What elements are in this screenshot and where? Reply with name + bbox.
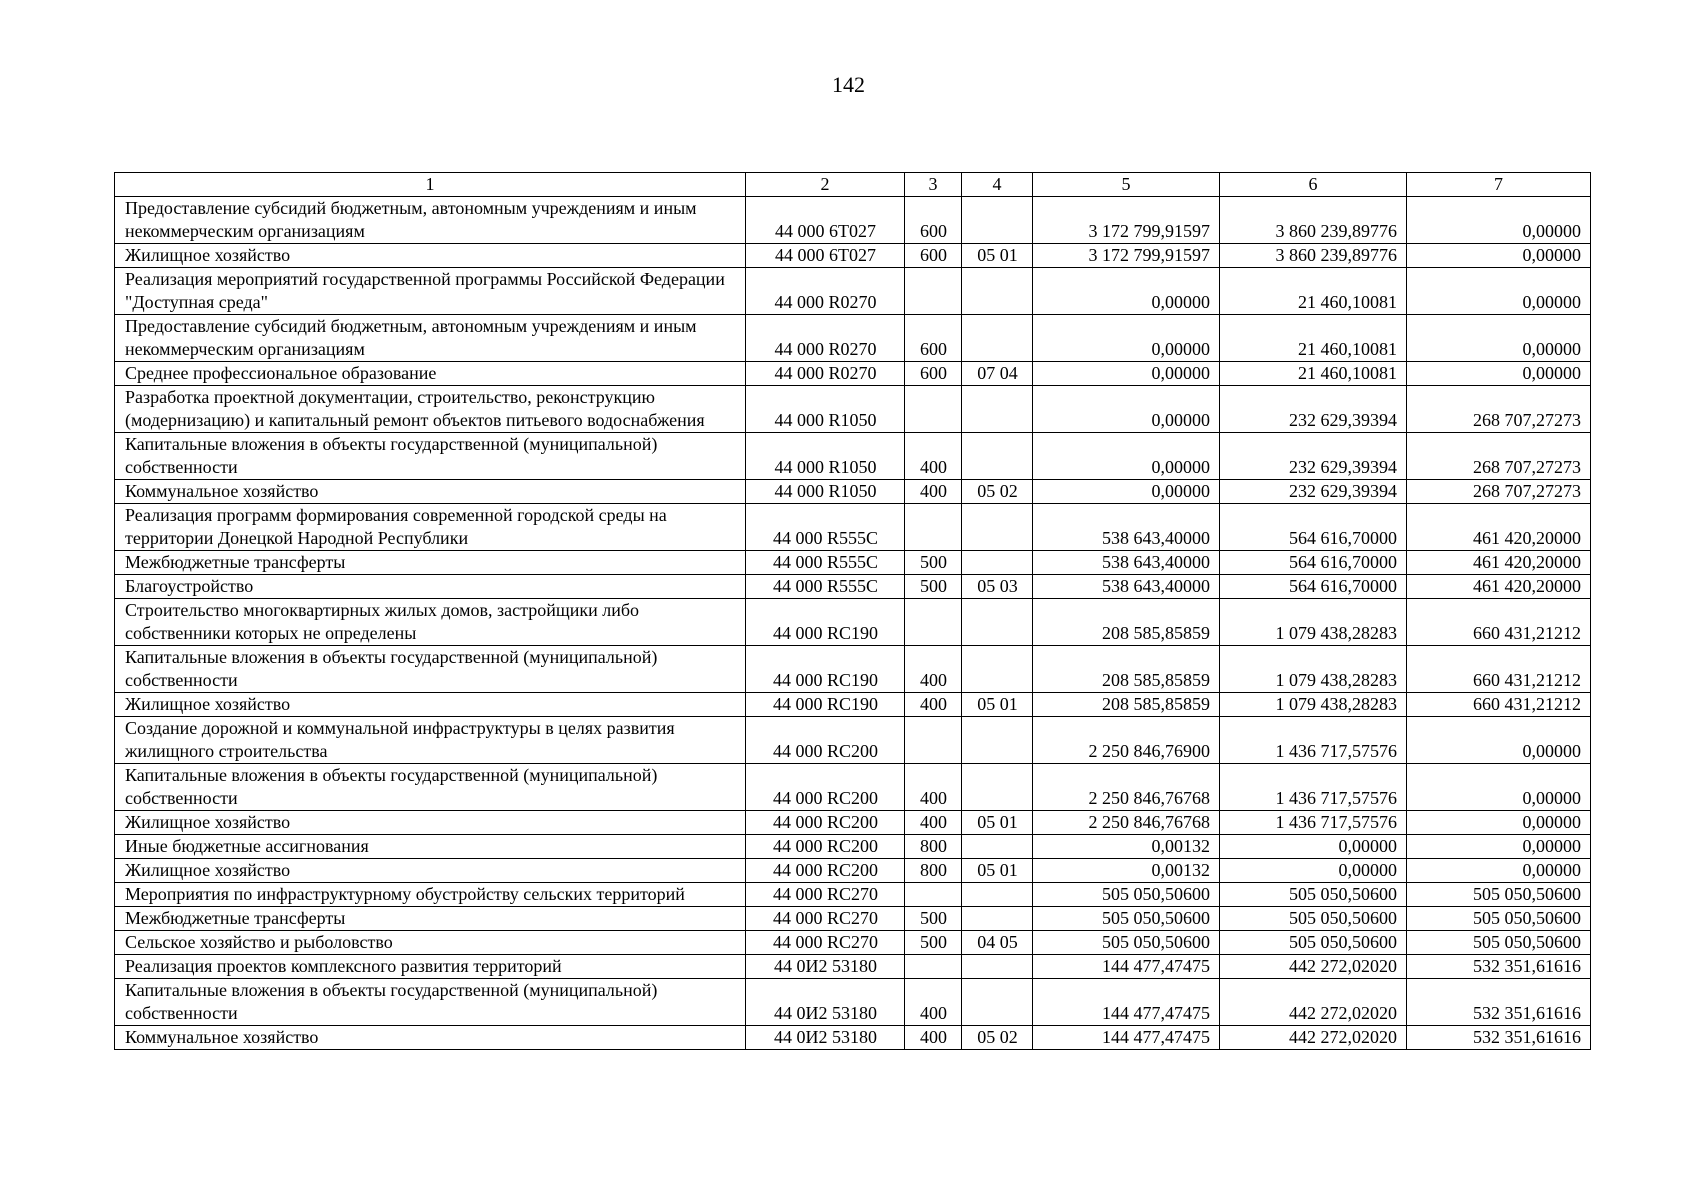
row-section-cell: 05 01 xyxy=(962,693,1033,717)
row-value-col6-cell: 232 629,39394 xyxy=(1220,386,1407,433)
row-value-col5-cell: 2 250 846,76900 xyxy=(1033,717,1220,764)
row-value-col7-cell: 660 431,21212 xyxy=(1407,693,1591,717)
row-expense-type-cell: 600 xyxy=(905,315,962,362)
row-name-cell: Коммунальное хозяйство xyxy=(115,480,746,504)
row-code-cell: 44 000 R0270 xyxy=(746,362,905,386)
row-value-col6-cell: 1 436 717,57576 xyxy=(1220,811,1407,835)
table-header xyxy=(115,173,1591,197)
row-expense-type-cell: 600 xyxy=(905,362,962,386)
budget-table xyxy=(114,172,1591,1050)
row-expense-type-cell: 800 xyxy=(905,859,962,883)
row-value-col6-cell: 1 079 438,28283 xyxy=(1220,599,1407,646)
table-row xyxy=(115,883,1591,907)
row-value-col6-cell: 1 436 717,57576 xyxy=(1220,764,1407,811)
row-value-col6-cell: 442 272,02020 xyxy=(1220,979,1407,1026)
row-code-cell: 44 000 RC200 xyxy=(746,811,905,835)
row-value-col7-cell: 532 351,61616 xyxy=(1407,955,1591,979)
row-code-cell: 44 000 R1050 xyxy=(746,480,905,504)
row-expense-type-cell: 400 xyxy=(905,433,962,480)
row-value-col6-cell: 0,00000 xyxy=(1220,859,1407,883)
row-name-cell: Коммунальное хозяйство xyxy=(115,1026,746,1050)
row-name-cell: Капитальные вложения в объекты государственной (муниципальной) собственности xyxy=(115,433,746,480)
row-expense-type-cell: 400 xyxy=(905,1026,962,1050)
row-value-col6-cell: 1 079 438,28283 xyxy=(1220,693,1407,717)
table-row xyxy=(115,575,1591,599)
row-expense-type-cell: 400 xyxy=(905,480,962,504)
row-value-col7-cell: 0,00000 xyxy=(1407,764,1591,811)
row-section-cell xyxy=(962,551,1033,575)
row-value-col5-cell: 505 050,50600 xyxy=(1033,883,1220,907)
row-section-cell xyxy=(962,646,1033,693)
row-value-col5-cell: 0,00000 xyxy=(1033,315,1220,362)
row-expense-type-cell: 400 xyxy=(905,764,962,811)
column-header-1: 1 xyxy=(115,173,746,197)
row-code-cell: 44 000 RC200 xyxy=(746,717,905,764)
header-row xyxy=(115,173,1591,197)
row-value-col5-cell: 2 250 846,76768 xyxy=(1033,811,1220,835)
column-header-3: 3 xyxy=(905,173,962,197)
row-name-cell: Сельское хозяйство и рыболовство xyxy=(115,931,746,955)
row-section-cell: 05 03 xyxy=(962,575,1033,599)
row-expense-type-cell xyxy=(905,717,962,764)
row-value-col6-cell: 0,00000 xyxy=(1220,835,1407,859)
row-value-col5-cell: 505 050,50600 xyxy=(1033,907,1220,931)
row-value-col5-cell: 0,00132 xyxy=(1033,835,1220,859)
row-value-col7-cell: 532 351,61616 xyxy=(1407,979,1591,1026)
row-code-cell: 44 000 R1050 xyxy=(746,433,905,480)
row-expense-type-cell: 400 xyxy=(905,979,962,1026)
row-value-col6-cell: 21 460,10081 xyxy=(1220,315,1407,362)
row-value-col6-cell: 21 460,10081 xyxy=(1220,362,1407,386)
row-expense-type-cell: 400 xyxy=(905,811,962,835)
row-code-cell: 44 0И2 53180 xyxy=(746,1026,905,1050)
table-row xyxy=(115,717,1591,764)
row-expense-type-cell: 600 xyxy=(905,197,962,244)
row-value-col7-cell: 505 050,50600 xyxy=(1407,907,1591,931)
row-code-cell: 44 000 RC190 xyxy=(746,693,905,717)
row-section-cell xyxy=(962,907,1033,931)
row-value-col7-cell: 660 431,21212 xyxy=(1407,646,1591,693)
table-row xyxy=(115,1026,1591,1050)
row-code-cell: 44 000 RC190 xyxy=(746,599,905,646)
table-row xyxy=(115,907,1591,931)
row-value-col7-cell: 0,00000 xyxy=(1407,315,1591,362)
row-expense-type-cell xyxy=(905,268,962,315)
row-name-cell: Создание дорожной и коммунальной инфраструктуры в целях развития жилищного строительства xyxy=(115,717,746,764)
row-value-col5-cell: 0,00000 xyxy=(1033,386,1220,433)
row-section-cell xyxy=(962,386,1033,433)
row-value-col7-cell: 0,00000 xyxy=(1407,859,1591,883)
table-row xyxy=(115,480,1591,504)
row-value-col5-cell: 538 643,40000 xyxy=(1033,575,1220,599)
row-section-cell: 05 01 xyxy=(962,859,1033,883)
row-value-col7-cell: 532 351,61616 xyxy=(1407,1026,1591,1050)
column-header-2: 2 xyxy=(746,173,905,197)
row-code-cell: 44 000 RC200 xyxy=(746,764,905,811)
row-value-col5-cell: 3 172 799,91597 xyxy=(1033,197,1220,244)
row-value-col5-cell: 2 250 846,76768 xyxy=(1033,764,1220,811)
row-value-col6-cell: 505 050,50600 xyxy=(1220,883,1407,907)
row-name-cell: Разработка проектной документации, строительство, реконструкцию (модернизацию) и капитальный ремонт объектов питьевого водоснабжения xyxy=(115,386,746,433)
page-number: 142 xyxy=(832,72,865,97)
row-expense-type-cell: 500 xyxy=(905,575,962,599)
row-section-cell xyxy=(962,504,1033,551)
row-name-cell: Межбюджетные трансферты xyxy=(115,551,746,575)
row-name-cell: Среднее профессиональное образование xyxy=(115,362,746,386)
row-value-col5-cell: 505 050,50600 xyxy=(1033,931,1220,955)
row-name-cell: Капитальные вложения в объекты государственной (муниципальной) собственности xyxy=(115,764,746,811)
row-value-col6-cell: 564 616,70000 xyxy=(1220,504,1407,551)
row-value-col6-cell: 21 460,10081 xyxy=(1220,268,1407,315)
table-row xyxy=(115,811,1591,835)
row-section-cell: 05 02 xyxy=(962,1026,1033,1050)
row-expense-type-cell: 400 xyxy=(905,693,962,717)
row-name-cell: Жилищное хозяйство xyxy=(115,811,746,835)
row-expense-type-cell: 500 xyxy=(905,931,962,955)
row-value-col5-cell: 538 643,40000 xyxy=(1033,504,1220,551)
row-expense-type-cell: 500 xyxy=(905,907,962,931)
table-row xyxy=(115,386,1591,433)
row-code-cell: 44 000 RC270 xyxy=(746,931,905,955)
table-row xyxy=(115,433,1591,480)
row-name-cell: Капитальные вложения в объекты государственной (муниципальной) собственности xyxy=(115,646,746,693)
row-code-cell: 44 000 6Т027 xyxy=(746,244,905,268)
table-row xyxy=(115,979,1591,1026)
row-value-col5-cell: 0,00132 xyxy=(1033,859,1220,883)
row-expense-type-cell: 500 xyxy=(905,551,962,575)
row-value-col6-cell: 564 616,70000 xyxy=(1220,551,1407,575)
table-row xyxy=(115,859,1591,883)
row-value-col5-cell: 3 172 799,91597 xyxy=(1033,244,1220,268)
row-section-cell xyxy=(962,268,1033,315)
row-code-cell: 44 000 RC200 xyxy=(746,835,905,859)
row-value-col5-cell: 0,00000 xyxy=(1033,480,1220,504)
row-value-col5-cell: 144 477,47475 xyxy=(1033,979,1220,1026)
row-name-cell: Капитальные вложения в объекты государственной (муниципальной) собственности xyxy=(115,979,746,1026)
row-value-col6-cell: 442 272,02020 xyxy=(1220,955,1407,979)
row-value-col5-cell: 144 477,47475 xyxy=(1033,1026,1220,1050)
row-value-col5-cell: 144 477,47475 xyxy=(1033,955,1220,979)
row-value-col7-cell: 461 420,20000 xyxy=(1407,504,1591,551)
row-value-col7-cell: 268 707,27273 xyxy=(1407,433,1591,480)
row-section-cell xyxy=(962,979,1033,1026)
row-code-cell: 44 0И2 53180 xyxy=(746,955,905,979)
row-value-col7-cell: 268 707,27273 xyxy=(1407,480,1591,504)
row-name-cell: Мероприятия по инфраструктурному обустройству сельских территорий xyxy=(115,883,746,907)
row-name-cell: Реализация мероприятий государственной программы Российской Федерации "Доступная среда" xyxy=(115,268,746,315)
row-value-col7-cell: 505 050,50600 xyxy=(1407,931,1591,955)
row-code-cell: 44 000 R555С xyxy=(746,504,905,551)
table-row xyxy=(115,835,1591,859)
row-value-col7-cell: 461 420,20000 xyxy=(1407,575,1591,599)
row-value-col5-cell: 208 585,85859 xyxy=(1033,646,1220,693)
row-section-cell xyxy=(962,315,1033,362)
table-row xyxy=(115,268,1591,315)
row-value-col6-cell: 232 629,39394 xyxy=(1220,480,1407,504)
row-expense-type-cell xyxy=(905,599,962,646)
row-expense-type-cell: 800 xyxy=(905,835,962,859)
row-expense-type-cell: 600 xyxy=(905,244,962,268)
column-header-4: 4 xyxy=(962,173,1033,197)
row-value-col5-cell: 208 585,85859 xyxy=(1033,599,1220,646)
row-section-cell: 05 01 xyxy=(962,811,1033,835)
row-name-cell: Предоставление субсидий бюджетным, автономным учреждениям и иным некоммерческим организациям xyxy=(115,315,746,362)
row-section-cell xyxy=(962,835,1033,859)
row-value-col6-cell: 442 272,02020 xyxy=(1220,1026,1407,1050)
row-name-cell: Строительство многоквартирных жилых домов, застройщики либо собственники которых не определены xyxy=(115,599,746,646)
row-code-cell: 44 000 R1050 xyxy=(746,386,905,433)
row-value-col7-cell: 0,00000 xyxy=(1407,811,1591,835)
row-value-col5-cell: 538 643,40000 xyxy=(1033,551,1220,575)
row-name-cell: Предоставление субсидий бюджетным, автономным учреждениям и иным некоммерческим организациям xyxy=(115,197,746,244)
row-value-col6-cell: 1 079 438,28283 xyxy=(1220,646,1407,693)
row-code-cell: 44 000 RC270 xyxy=(746,907,905,931)
row-code-cell: 44 000 R555С xyxy=(746,575,905,599)
row-value-col5-cell: 0,00000 xyxy=(1033,268,1220,315)
row-value-col7-cell: 0,00000 xyxy=(1407,717,1591,764)
row-name-cell: Жилищное хозяйство xyxy=(115,859,746,883)
row-value-col7-cell: 461 420,20000 xyxy=(1407,551,1591,575)
table-row xyxy=(115,599,1591,646)
table-row xyxy=(115,244,1591,268)
row-value-col7-cell: 0,00000 xyxy=(1407,244,1591,268)
row-expense-type-cell: 400 xyxy=(905,646,962,693)
row-name-cell: Жилищное хозяйство xyxy=(115,693,746,717)
row-name-cell: Жилищное хозяйство xyxy=(115,244,746,268)
row-section-cell: 04 05 xyxy=(962,931,1033,955)
column-header-5: 5 xyxy=(1033,173,1220,197)
row-code-cell: 44 000 R0270 xyxy=(746,315,905,362)
table-row xyxy=(115,931,1591,955)
row-code-cell: 44 000 RC190 xyxy=(746,646,905,693)
row-section-cell xyxy=(962,883,1033,907)
row-value-col7-cell: 0,00000 xyxy=(1407,268,1591,315)
table-row xyxy=(115,362,1591,386)
row-value-col6-cell: 505 050,50600 xyxy=(1220,907,1407,931)
column-header-7: 7 xyxy=(1407,173,1591,197)
row-section-cell: 05 02 xyxy=(962,480,1033,504)
row-section-cell xyxy=(962,764,1033,811)
row-value-col7-cell: 660 431,21212 xyxy=(1407,599,1591,646)
table-body xyxy=(115,197,1591,1050)
row-code-cell: 44 000 6Т027 xyxy=(746,197,905,244)
row-value-col7-cell: 268 707,27273 xyxy=(1407,386,1591,433)
table-row xyxy=(115,197,1591,244)
row-name-cell: Реализация проектов комплексного развития территорий xyxy=(115,955,746,979)
row-value-col6-cell: 505 050,50600 xyxy=(1220,931,1407,955)
row-value-col6-cell: 3 860 239,89776 xyxy=(1220,197,1407,244)
row-value-col6-cell: 232 629,39394 xyxy=(1220,433,1407,480)
row-expense-type-cell xyxy=(905,883,962,907)
row-value-col7-cell: 505 050,50600 xyxy=(1407,883,1591,907)
row-code-cell: 44 000 R555С xyxy=(746,551,905,575)
row-section-cell xyxy=(962,433,1033,480)
row-section-cell xyxy=(962,197,1033,244)
row-value-col7-cell: 0,00000 xyxy=(1407,197,1591,244)
table-row xyxy=(115,551,1591,575)
row-name-cell: Иные бюджетные ассигнования xyxy=(115,835,746,859)
table-row xyxy=(115,764,1591,811)
row-expense-type-cell xyxy=(905,955,962,979)
row-section-cell xyxy=(962,955,1033,979)
row-name-cell: Межбюджетные трансферты xyxy=(115,907,746,931)
table-row xyxy=(115,504,1591,551)
row-name-cell: Благоустройство xyxy=(115,575,746,599)
row-section-cell: 07 04 xyxy=(962,362,1033,386)
table-row xyxy=(115,693,1591,717)
table-row xyxy=(115,315,1591,362)
row-section-cell xyxy=(962,717,1033,764)
row-value-col7-cell: 0,00000 xyxy=(1407,362,1591,386)
row-value-col5-cell: 0,00000 xyxy=(1033,362,1220,386)
row-value-col7-cell: 0,00000 xyxy=(1407,835,1591,859)
row-code-cell: 44 000 RC270 xyxy=(746,883,905,907)
row-name-cell: Реализация программ формирования современной городской среды на территории Донецкой Народной Республики xyxy=(115,504,746,551)
column-header-6: 6 xyxy=(1220,173,1407,197)
row-value-col6-cell: 3 860 239,89776 xyxy=(1220,244,1407,268)
table-row xyxy=(115,646,1591,693)
row-value-col5-cell: 208 585,85859 xyxy=(1033,693,1220,717)
row-value-col6-cell: 564 616,70000 xyxy=(1220,575,1407,599)
row-section-cell: 05 01 xyxy=(962,244,1033,268)
row-expense-type-cell xyxy=(905,386,962,433)
row-expense-type-cell xyxy=(905,504,962,551)
row-code-cell: 44 000 RC200 xyxy=(746,859,905,883)
row-code-cell: 44 000 R0270 xyxy=(746,268,905,315)
row-value-col6-cell: 1 436 717,57576 xyxy=(1220,717,1407,764)
row-section-cell xyxy=(962,599,1033,646)
row-value-col5-cell: 0,00000 xyxy=(1033,433,1220,480)
table-row xyxy=(115,955,1591,979)
row-code-cell: 44 0И2 53180 xyxy=(746,979,905,1026)
